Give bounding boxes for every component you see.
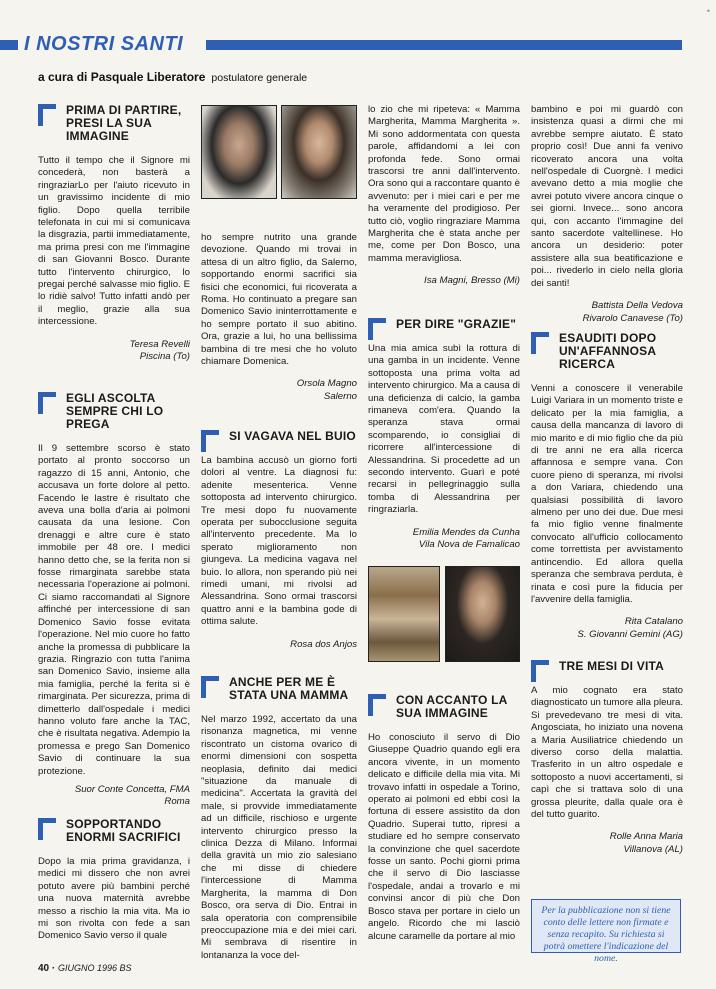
article-con-accanto-continued [531,104,683,325]
title-marker-icon [201,676,219,698]
article-title: PER DIRE "GRAZIE" [368,318,520,331]
article-esauditi [531,332,683,641]
article-sopportando [38,818,190,943]
byline-role: postulatore generale [211,72,308,84]
article-title: CON ACCANTO LA SUA IMMAGINE [368,694,520,720]
article-con-accanto [368,694,520,943]
article-signature: Orsola Magno Salerno [296,378,357,402]
section-header [0,33,716,55]
nun-portrait-photo [201,105,277,199]
article-signature: Rita Catalano S. Giovanni Gemini (AG) [577,616,683,640]
article-signature: Isa Magni, Bresso (Mi) [424,275,520,287]
byline [38,70,307,84]
article-signature: Teresa Revelli Piscina (To) [129,338,190,363]
page-corner-mark: • [706,6,710,16]
title-marker-icon [368,318,386,340]
article-signature: Rosa dos Anjos [290,638,357,650]
article-prima-di-partire [38,104,190,364]
article-body: A mio cognato era stato diagnosticato un tumore alla pleura. Si prevedevano tre mesi di vita. Angosciata, ho iniziato una novena a Maria Ausiliatrice chiedendo un diverso corso della malattia. Trasferito in un altro ospedale e sottoposto a nuovi accertamenti, si capì che si trattava solo di una grossa pleurite, dalla quale ora è del tutto guarito. [531,685,683,821]
article-body: Nel marzo 1992, accertato da una risonanza magnetica, mi venne riscontrato un cistoma ovarico di enormi dimensioni con sospetta neoplasia, definito dai medici "situazione da manuale di medicina". Accertata la gravità del male, si provvide immediatamente ad un difficile, rischioso e urgente intervento chirurgico presso la clinica Dezza di Milano. Informai della gravità un mio zio salesiano che mi disse di chiedere l'intercessione di Mamma Margherita, la mamma di Don Bosco, ora serva di Dio. Entrai in sala operatoria con comprensibile preoccupazione mia e dei miei cari. Mi sembrava di risentire in lontananza la voce del- [201,714,357,961]
title-marker-icon [38,818,56,840]
article-title: PRIMA DI PARTIRE, PRESI LA SUA IMMAGINE [38,104,190,143]
article-body: ho sempre nutrito una grande devozione. Quando mi trovai in attesa di un altro figlio, da Salerno, sopportando enormi sacrifici sia fisici che economici, fui ricoverata a Roma. Ho continuato a pregare san Domenico Savio ininterrottamente e ho sempre portato il suo abitino. Ora, grazie a lui, ho una bellissima bambina di tre mesi che ho voluto chiamare Domenica. [201,232,357,368]
title-marker-icon [368,694,386,716]
article-body: lo zio che mi ripeteva: « Mamma Margherita, Mamma Margherita ». Mi sono addormentata con questa parole, affidandomi a lei con profonda fede. Sono ormai trascorsi tre anni dall'intervento. Ora sono qui a raccontare quanto è avvenuto: per i miei cari e per me ha veramente del prodigioso. Per tutto ciò, voglio ringraziare Mamma Margherita che è stata anche per me, come per Don Bosco, una mamma meravigliosa. [368,104,520,264]
title-marker-icon [38,392,56,414]
article-egli-ascolta [38,392,190,809]
page-footer: 40 · GIUGNO 1996 BS [38,963,132,974]
article-body: bambino e poi mi guardò con insistenza quasi a dirmi che mi avrebbe sempre aiutato. È stato proprio così! Due anni fa venivo ricoverato ancora una volta nell'ospedale di Cuorgnè. I medici avevano detto a mia moglie che avrei potuto vivere ancora cinque o sei giorni. Invece... sono ancora qui, con accanto l'immagine del santo sacerdote valtellinese. Ho ancora un desiderio: poter assistere alla sua beatificazione e poi... rivederlo in cielo nella gloria dei santi! [531,104,683,289]
byline-author: a cura di Pasquale Liberatore [38,70,206,84]
article-title: TRE MESI DI VITA [531,660,683,673]
article-body: Una mia amica subì la rottura di una gamba in un incidente. Venne sottoposta una prima volta ad intervento chirurgico. Ma a causa di una deficienza di calcio, la gamba rimaneva com'era. Quando la speranza stava ormai scomparendo, io consigliai di ricorrere all'intercessione di Alessandrina. Si procedette ad un secondo intervento. Guarì e poté recarsi in pellegrinaggio sulla tomba di Alessandrina per ringraziarla. [368,343,520,516]
article-title: EGLI ASCOLTA SEMPRE CHI LO PREGA [38,392,190,431]
article-title: SOPPORTANDO ENORMI SACRIFICI [38,818,190,844]
article-body: Tutto il tempo che il Signore mi concederà, non basterà a ringraziarLo per l'aiuto ricevuto in un gravissimo incidente di mio figlio. Dopo quella terribile telefonata in cui mi si comunicava la disgrazia, partii immediatamente, ma prima presi con me l'immagine di san Giovanni Bosco. Durante tutto l'intervento chirurgico, lo pregai perché salvasse mio figlio. E lo ridiè salvo! Tutto infatti andò per il meglio, grazie alla sua intercessione. [38,155,190,328]
issue-label: GIUGNO 1996 BS [58,963,132,973]
article-signature: Battista Della Vedova Rivarolo Canavese (To) [582,300,683,324]
article-body: La bambina accusò un giorno forti dolori al ventre. La diagnosi fu: adenite mesenterica. Venne sottoposta ad intervento chirurgico. Tre mesi dopo fu nuovamente operata per subocclusione seguita all'intervento precedente. Ma lo sperato miglioramento non giungeva. La medicina vagava nel buio. Io allora, non sperando più nei rimedi umani, mi rivolsi ad Alessandrina. Sono ormai trascorsi quattro anni e la bambina gode di ottima salute. [201,455,357,628]
article-title: ANCHE PER ME È STATA UNA MAMMA [201,676,357,702]
article-body: Venni a conoscere il venerabile Luigi Variara in un momento triste e delicato per la mia famiglia, a causa della mancanza di lavoro di mio marito e di mio figlio che da più di tre anni ne era alla ricerca affannosa e sempre vana. Con cuore pieno di speranza, mi rivolsi a don Variara, chiedendo una qualsiasi possibilità di lavoro almeno per uno dei due. Due mesi fa mio figlio venne finalmente convocato all'ufficio collocamento come torrettista per avvistamento antincendio. Ed allora quella speranza che sembrava perduta, è rinata e così pure la fiducia per l'avvenire della famiglia. [531,383,683,605]
article-body: Il 9 settembre scorso è stato portato al pronto soccorso un ragazzo di 15 anni, Antonio, che accusava un forte dolore al petto. Facendo le lastre è risultato che aveva una bolla d'aria ai polmoni causata da una lesione. Con drenaggi e altre cure è stato immobile per 48 ore. I medici hanno detto che, se la ferita non si fosse rimarginata sarebbe stata necessaria l'operazione ai polmoni. Ci siamo raccomandati al Signore affinché per intercessione di san Domenico Savio fosse evitata l'operazione. Nel mio cuore ho fatto anche la promessa di pubblicare la grazia. Ringrazio con tutta l'anima san Domenico Savio, insieme alla mia famiglia, perché la ferita si è rimarginata. Per sicurezza, prima di dimetterlo dall'ospedale i medici hanno voluto fare anche la TAC, che è risultata negativa. Adempio la promessa e prego San Domenico Savio di continuare la sua protezione. [38,443,190,777]
article-signature: Emilia Mendes da Cunha Vila Nova de Famalicao [412,526,520,551]
title-marker-icon [531,332,549,354]
article-body: Dopo la mia prima gravidanza, i medici mi dissero che non avrei potuto avere più bambini perché una nuova maternità avrebbe messo a rischio la mia vita. Ma io mi son rivolta con fede a san Domenico Savio verso il quale [38,856,190,942]
publication-notice: Per la pubblicazione non si tiene conto delle lettere non firmate e senza recapito. Su richiesta si potrà omettere l'indicazione del nome. [531,899,681,953]
header-bar-right [206,40,682,50]
title-marker-icon [201,430,219,452]
article-title: ESAUDITI DOPO UN'AFFANNOSA RICERCA [531,332,683,371]
page-number: 40 [38,963,50,974]
article-title: SI VAGAVA NEL BUIO [201,430,357,443]
madonna-statue-photo [368,566,440,662]
article-si-vagava [201,430,357,651]
article-signature: Suor Conte Concetta, FMA Roma [74,783,190,808]
article-body: Ho conosciuto il servo di Dio Giuseppe Quadrio quando egli era ancora vivente, in un momento delicato e difficile della mia vita. Mi trovavo infatti in ospedale a Torino, operato ai polmoni ed ebbi così la fortuna di essere assistito da don Quadrio. Superai tutto, ripresi a studiare ed ho sempre conservato la convinzione che quel sacerdote fosse un santo. Pochi giorni prima che il servo di Dio lasciasse l'ospedale, andai a trovarlo e mi convinsi ancor di più che Don Bosco stava per portare in cielo un angelo. Ricordo che mi lasciò alcune caramelle da portare al mio [368,732,520,942]
header-bar-left [0,40,18,50]
title-marker-icon [531,660,549,682]
article-anche-per-me [201,676,357,962]
article-signature: Rolle Anna Maria Villanova (AL) [609,831,683,855]
article-anche-per-me-continued [368,104,520,288]
section-title: I NOSTRI SANTI [24,33,184,55]
title-marker-icon [38,104,56,126]
article-sopportando-continued [201,232,357,403]
article-per-dire-grazie [368,318,520,552]
article-tre-mesi [531,660,683,856]
priest-portrait-photo [445,566,520,662]
young-man-portrait-photo [281,105,357,199]
